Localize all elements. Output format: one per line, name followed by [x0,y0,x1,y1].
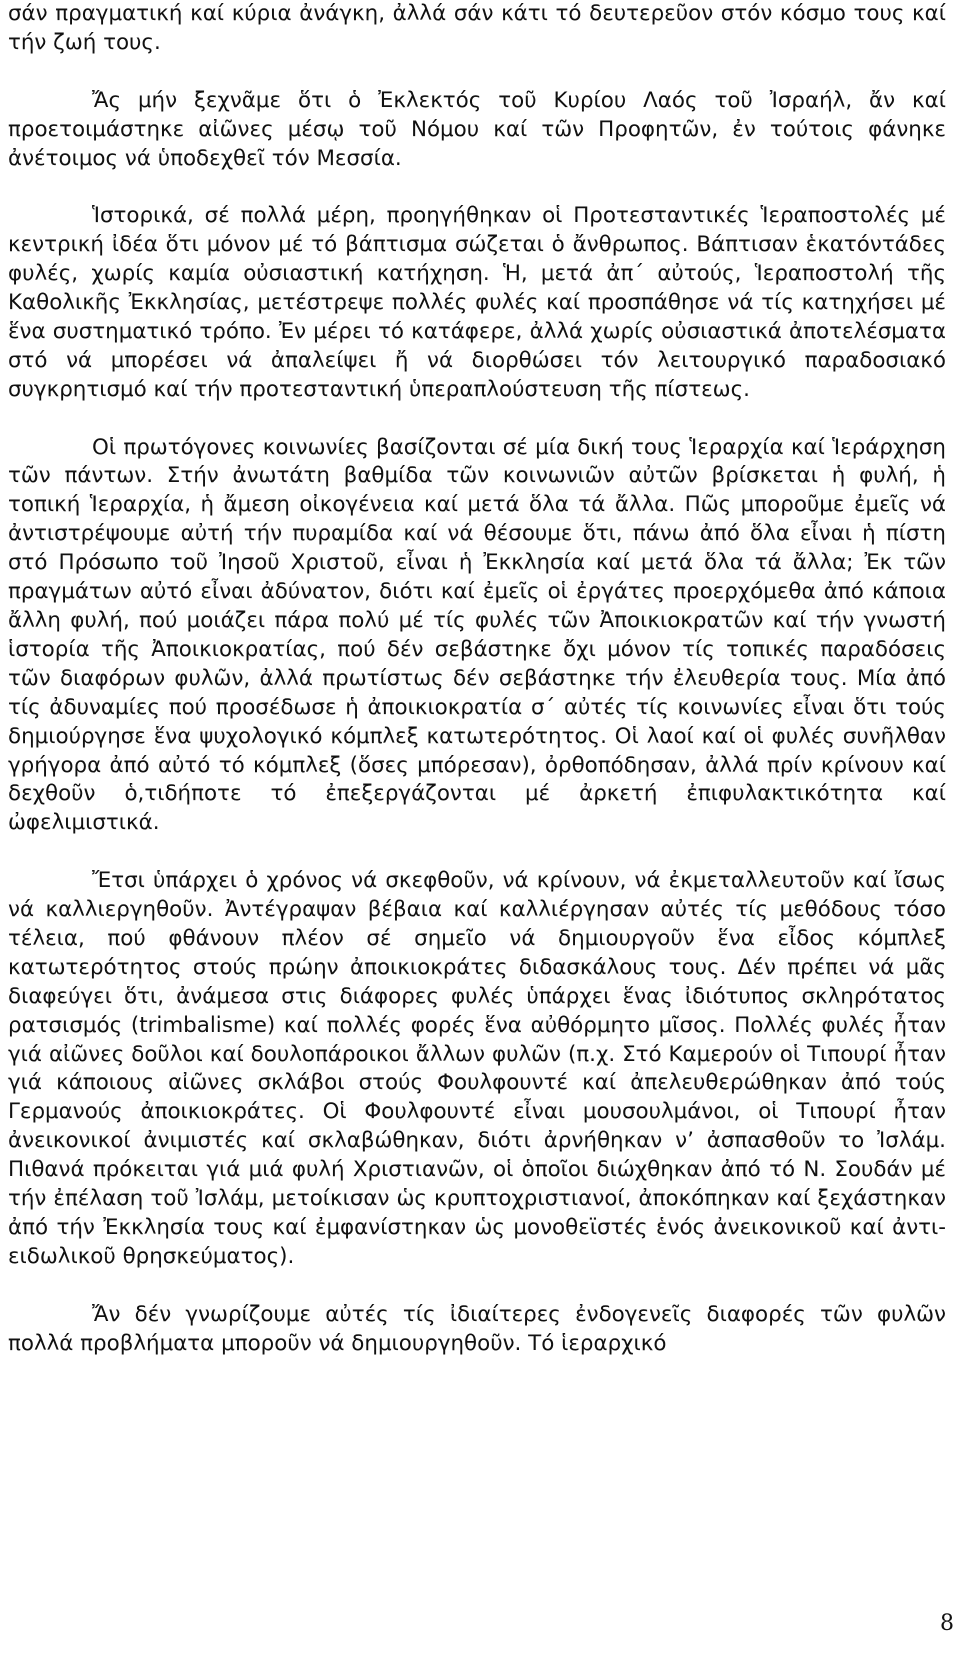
page-number: 8 [940,1611,954,1636]
paragraph-3: Ἱστορικά, σέ πολλά μέρη, προηγήθηκαν οἱ Προτεσταντικές Ἱεραποστολές μέ κεντρική ἰδέα ὅτι μόνον μέ τό βάπτισμα σώζεται ὁ ἄνθρωπος. Βάπτισαν ἑκατόντάδες φυλές, χωρίς καμία οὐσιαστική κατήχηση. Ἡ, μετά ἀπ΄ αὐτούς, Ἱεραποστολή τῆς Καθολικῆς Ἐκκλησίας, μετέστρεψε πολλές φυλές καί προσπάθησε νά τίς κατηχήσει μέ ἕνα συστηματικό τρόπο. Ἐν μέρει τό κατάφερε, ἀλλά χωρίς οὐσιαστικά ἀποτελέσματα στό νά μπορέσει νά ἀπαλείψει ἤ νά διορθώσει τόν λειτουργικό παραδοσιακό συγκρητισμό καί τήν προτεσταντική ὑπεραπλούστευση τῆς πίστεως. [8,203,946,402]
paragraph-1: σάν πραγματική καί κύρια ἀνάγκη, ἀλλά σάν κάτι τό δευτερεῦον στόν κόσμο τους καί τήν ζωή τους. [8,1,946,55]
paragraph-4: Οἱ πρωτόγονες κοινωνίες βασίζονται σέ μία δική τους Ἱεραρχία καί Ἱεράρχηση τῶν πάντων. Στήν ἀνωτάτη βαθμίδα τῶν κοινωνιῶν αὐτῶν βρίσκεται ἡ φυλή, ἡ τοπική Ἱεραρχία, ἡ ἄμεση οἰκογένεια καί μετά ὅλα τά ἄλλα. Πῶς μποροῦμε ἐμεῖς νά ἀντιστρέψουμε αὐτή τήν πυραμίδα καί νά θέσουμε ὅτι, πάνω ἀπό ὅλα εἶναι ἡ πίστη στό Πρόσωπο τοῦ Ἰησοῦ Χριστοῦ, εἶναι ἡ Ἐκκλησία καί μετά ὅλα τά ἄλλα; Ἐκ τῶν πραγμάτων αὐτό εἶναι ἀδύνατον, διότι καί ἐμεῖς οἱ ἐργάτες προερχόμεθα ἀπό κάποια ἄλλη φυλή, πού μοιάζει πάρα πολύ μέ τίς φυλές τῶν Ἀποικιοκρατῶν καί τήν γνωστή ἱστορία τῆς Ἀποικιοκρατίας, πού δέν σεβάστηκε ὄχι μόνον τίς τοπικές παραδόσεις τῶν διαφόρων φυλῶν, ἀλλά πρωτίστως δέν σεβάστηκε τήν ἐλευθερία τους. Μία ἀπό τίς ἀδυναμίες πού προσέδωσε ἡ ἀποικιοκρατία σ΄ αὐτές τίς κοινωνίες εἶναι ὅτι τούς δημιούργησε ἕνα ψυχολογικό κόμπλεξ κατωτερότητος. Οἱ λαοί καί οἱ φυλές συνῆλθαν γρήγορα ἀπό αὐτό τό κόμπλεξ (ὅσες μπόρεσαν), ὀρθοπόδησαν, ἀλλά πρίν κρίνουν καί δεχθοῦν ὁ,τιδήποτε τό ἐπεξεργάζονται μέ ἀρκετή ἐπιφυλακτικότητα καί ὠφελιμιστικά. [8,434,946,836]
document-page [8,0,946,1359]
paragraph-6: Ἄν δέν γνωρίζουμε αὐτές τίς ἰδιαίτερες ἐνδογενεῖς διαφορές τῶν φυλῶν πολλά προβλήματα μποροῦν νά δημιουργηθοῦν. Τό ἱεραρχικό [8,1301,946,1356]
paragraph-5: Ἔτσι ὑπάρχει ὁ χρόνος νά σκεφθοῦν, νά κρίνουν, νά ἐκμεταλλευτοῦν καί ἴσως νά καλλιεργηθοῦν. Ἀντέγραψαν βέβαια καί καλλιέργησαν αὐτές τίς μεθόδους τόσο τέλεια, πού φθάνουν πλέον σέ σημεῖο νά δημιουργοῦν ἕνα εἶδος κόμπλεξ κατωτερότητος στούς πρώην ἀποικιοκράτες διδασκάλους τους. Δέν πρέπει νά μᾶς διαφεύγει ὅτι, ἀνάμεσα στις διάφορες φυλές ὑπάρχει ἕνας ἰδιότυπος σκληρότατος ρατσισμός (trimbalisme) καί πολλές φορές ἕνα αὐθόρμητο μῖσος. Πολλές φυλές ἦταν γιά αἰῶνες δοῦλοι καί δουλοπάροικοι ἄλλων φυλῶν (π.χ. Στό Καμερούν οἱ Τιπουρί ἦταν γιά κάποιους αἰῶνες σκλάβοι στούς Φουλφουντέ καί ἀπελευθερώθηκαν ἀπό τούς Γερμανούς ἀποικιοκράτες. Οἱ Φουλφουντέ εἶναι μουσουλμάνοι, οἱ Τιπουρί ἦταν ἀνεικονικοί ἀνιμιστές καί σκλαβώθηκαν, διότι ἀρνήθηκαν ν’ ἀσπασθοῦν το Ἰσλάμ. Πιθανά πρόκειται γιά μιά φυλή Χριστιανῶν, οἱ ὁποῖοι διώχθηκαν ἀπό τό Ν. Σουδάν μέ τήν ἐπέλαση τοῦ Ἰσλάμ, μετοίκισαν ὡς κρυπτοχριστιανοί, ἀποκόπηκαν καί ξεχάστηκαν ἀπό τήν Ἐκκλησία τους καί ἐμφανίστηκαν ὡς μονοθεϊστές ἑνός ἀνεικονικοῦ καί ἀντι-ειδωλικοῦ θρησκεύματος). [8,868,946,1269]
paragraph-2: Ἄς μήν ξεχνᾶμε ὅτι ὁ Ἐκλεκτός τοῦ Κυρίου Λαός τοῦ Ἰσραήλ, ἄν καί προετοιμάστηκε αἰῶνες μέσῳ τοῦ Νόμου καί τῶν Προφητῶν, ἐν τούτοις φάνηκε ἀνέτοιμος νά ὑποδεχθεῖ τόν Μεσσία. [8,87,946,171]
